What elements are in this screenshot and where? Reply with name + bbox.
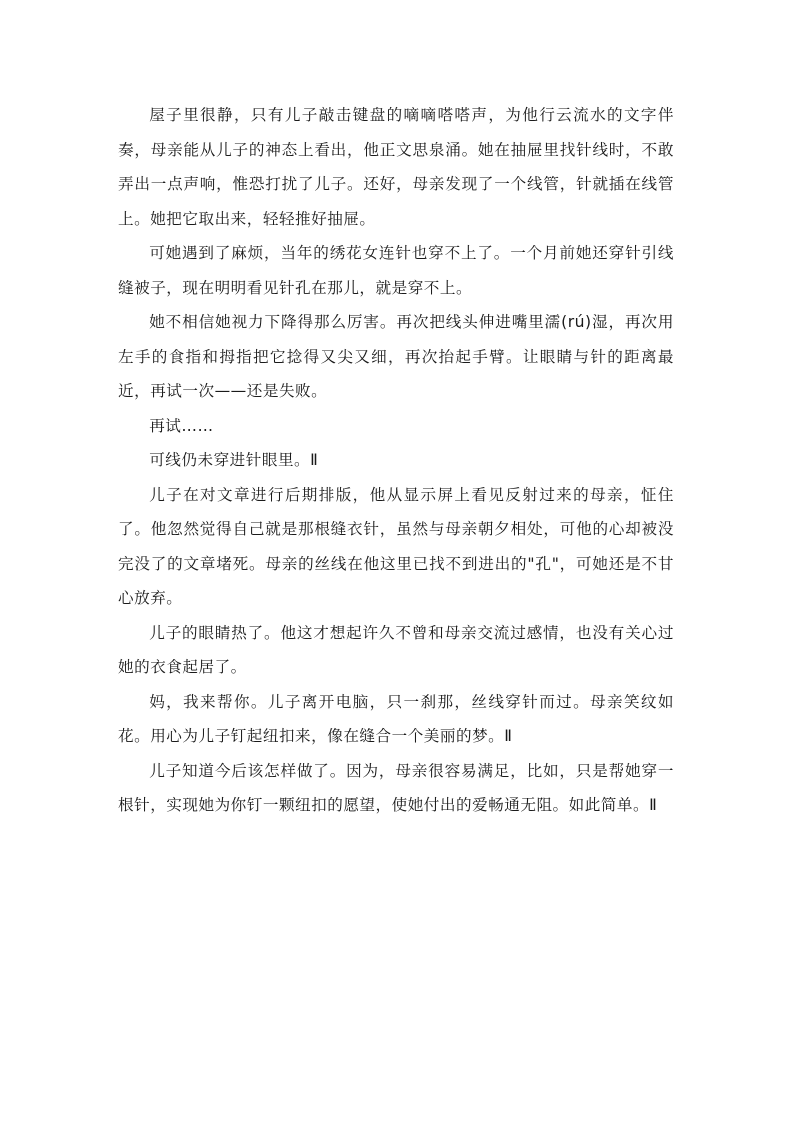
paragraph-1: 屋子里很静，只有儿子敲击键盘的嘀嘀嗒嗒声，为他行云流水的文字伴奏，母亲能从儿子的神态上看出，他正文思泉涌。她在抽屉里找针线时，不敢弄出一点声响，惟恐打扰了儿子。还好，母亲发现了一个线管，针就插在线管上。她把它取出来，轻轻推好抽屉。: [118, 106, 674, 228]
paragraph-8: 妈，我来帮你。儿子离开电脑，只一刹那，丝线穿针而过。母亲笑纹如花。用心为儿子钉起纽扣来，像在缝合一个美丽的梦。Ⅱ: [118, 692, 674, 745]
paragraph-4: 再试……: [149, 416, 214, 435]
paragraph-3: 她不相信她视力下降得那么厉害。再次把线头伸进嘴里濡(rú)湿，再次用左手的食指和拇指把它捻得又尖又细，再次抬起手臂。让眼睛与针的距离最近，再试一次——还是失败。: [118, 313, 674, 400]
paragraph-7: 儿子的眼睛热了。他这才想起许久不曾和母亲交流过感情，也没有关心过她的衣食起居了。: [118, 623, 674, 676]
paragraph-5: 可线仍未穿进针眼里。Ⅱ: [149, 451, 319, 469]
paragraph-2: 可她遇到了麻烦，当年的绣花女连针也穿不上了。一个月前她还穿针引线缝被子，现在明明看见针孔在那儿，就是穿不上。: [118, 244, 674, 297]
paragraph-9: 儿子知道今后该怎样做了。因为，母亲很容易满足，比如，只是帮她穿一根针，实现她为你钉一颗纽扣的愿望，使她付出的爱畅通无阻。如此简单。Ⅱ: [118, 761, 674, 814]
document-body: [118, 98, 674, 823]
paragraph-6: 儿子在对文章进行后期排版，他从显示屏上看见反射过来的母亲，怔住了。他忽然觉得自己就是那根缝衣针，虽然与母亲朝夕相处，可他的心却被没完没了的文章堵死。母亲的丝线在他这里已找不到进出的"孔"，可她还是不甘心放弃。: [118, 485, 674, 607]
